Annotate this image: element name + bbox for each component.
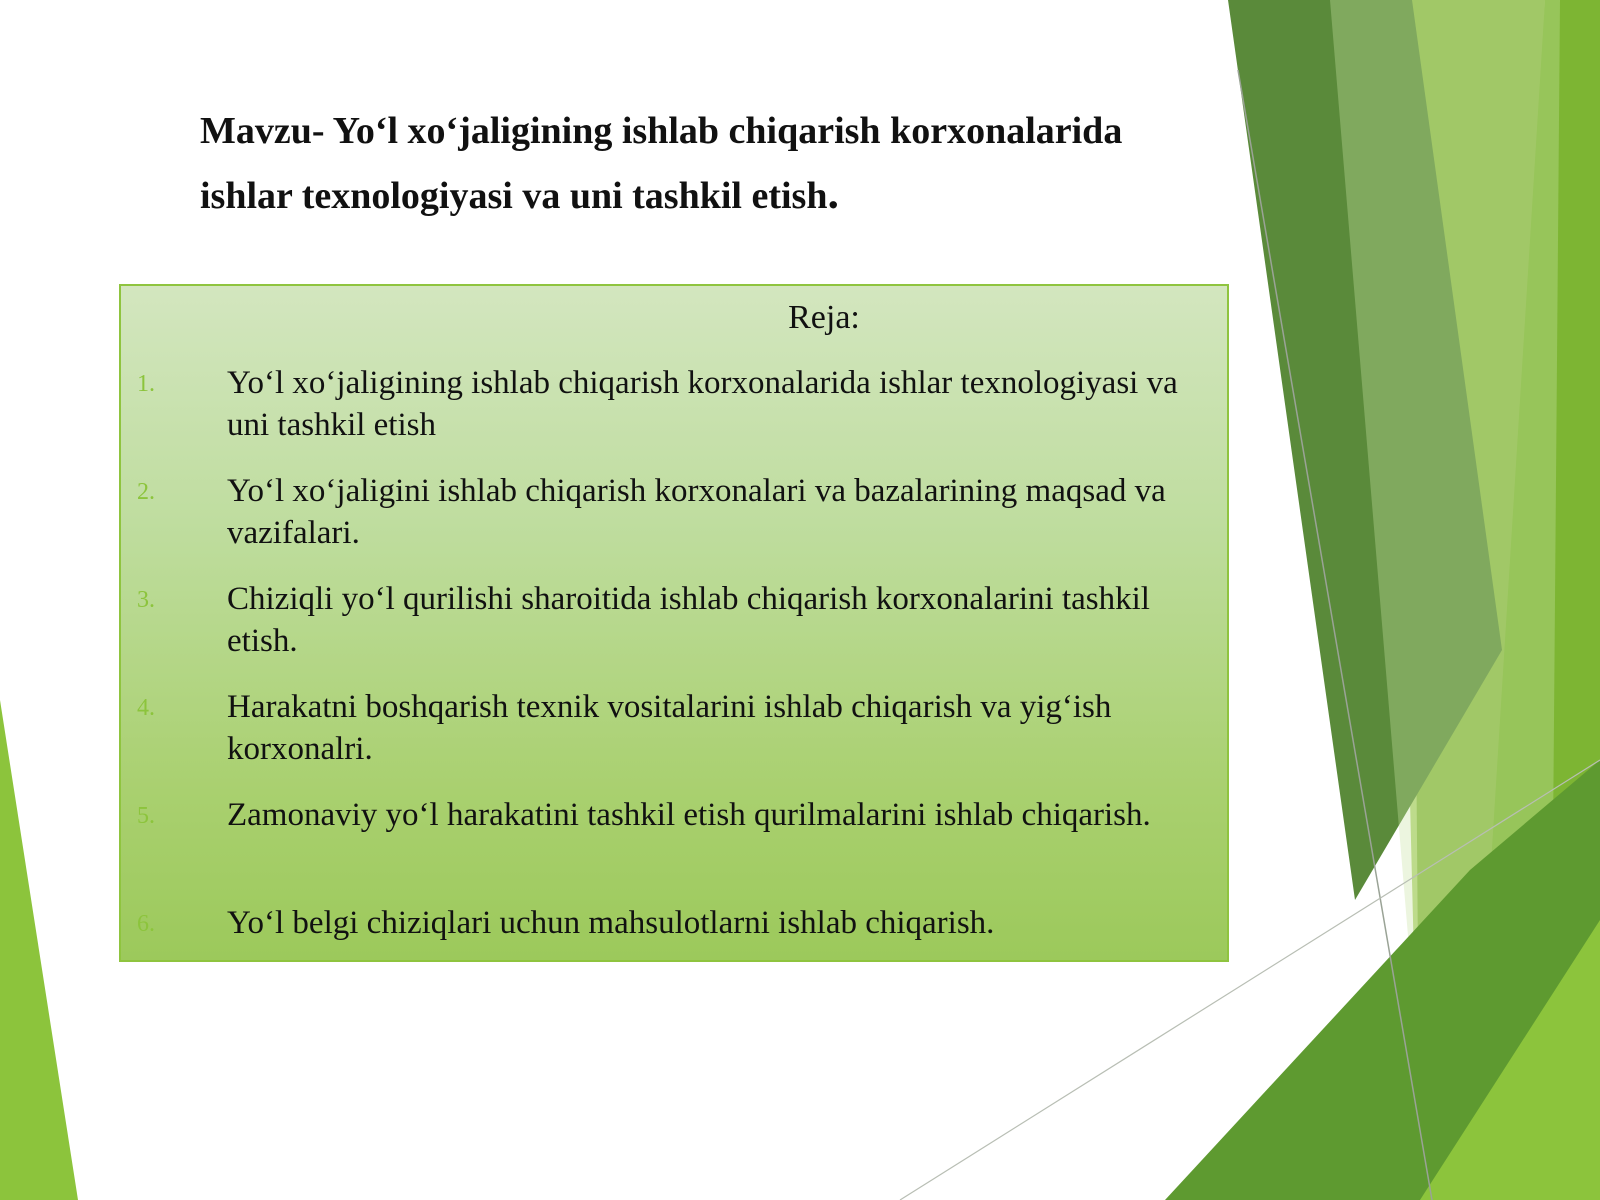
plan-list: [121, 362, 1227, 946]
plan-item-number: 3.: [137, 587, 155, 613]
plan-item-text: Zamonaviy yo‘l harakatini tashkil etish qurilmalarini ishlab chiqarish.: [227, 797, 1151, 833]
plan-item-text: Yo‘l belgi chiziqlari uchun mahsulotlarni ishlab chiqarish.: [227, 905, 995, 941]
plan-item-number: 5.: [137, 803, 155, 829]
plan-item-number: 2.: [137, 479, 155, 505]
plan-heading: Reja:: [788, 299, 860, 336]
plan-item-text: Chiziqli yo‘l qurilishi sharoitida ishlab chiqarish korxonalarini tashkil etish.: [227, 581, 1150, 659]
plan-item: [121, 362, 1227, 448]
plan-item-text: Yo‘l xo‘jaligining ishlab chiqarish korxonalarida ishlar texnologiyasi va uni tashkil etish: [227, 365, 1178, 443]
plan-item-text: Harakatni boshqarish texnik vositalarini ishlab chiqarish va yig‘ish korxonalri.: [227, 689, 1112, 767]
slide-title-period: .: [827, 167, 839, 218]
plan-item: [121, 470, 1227, 556]
plan-item: [121, 902, 1227, 946]
plan-item: [121, 794, 1227, 880]
slide-title: [200, 100, 1220, 227]
left-green-shape: [0, 700, 78, 1200]
slide-title-text: Mavzu- Yo‘l xo‘jaligining ishlab chiqarish korxonalarida ishlar texnologiyasi va uni tashkil etish: [200, 110, 1123, 217]
plan-box: [119, 284, 1229, 962]
plan-item-number: 6.: [137, 911, 155, 937]
plan-item: [121, 578, 1227, 664]
plan-item-text: Yo‘l xo‘jaligini ishlab chiqarish korxonalari va bazalarining maqsad va vazifalari.: [227, 473, 1166, 551]
plan-item-number: 1.: [137, 371, 155, 397]
plan-item: [121, 686, 1227, 772]
plan-item-number: 4.: [137, 695, 155, 721]
